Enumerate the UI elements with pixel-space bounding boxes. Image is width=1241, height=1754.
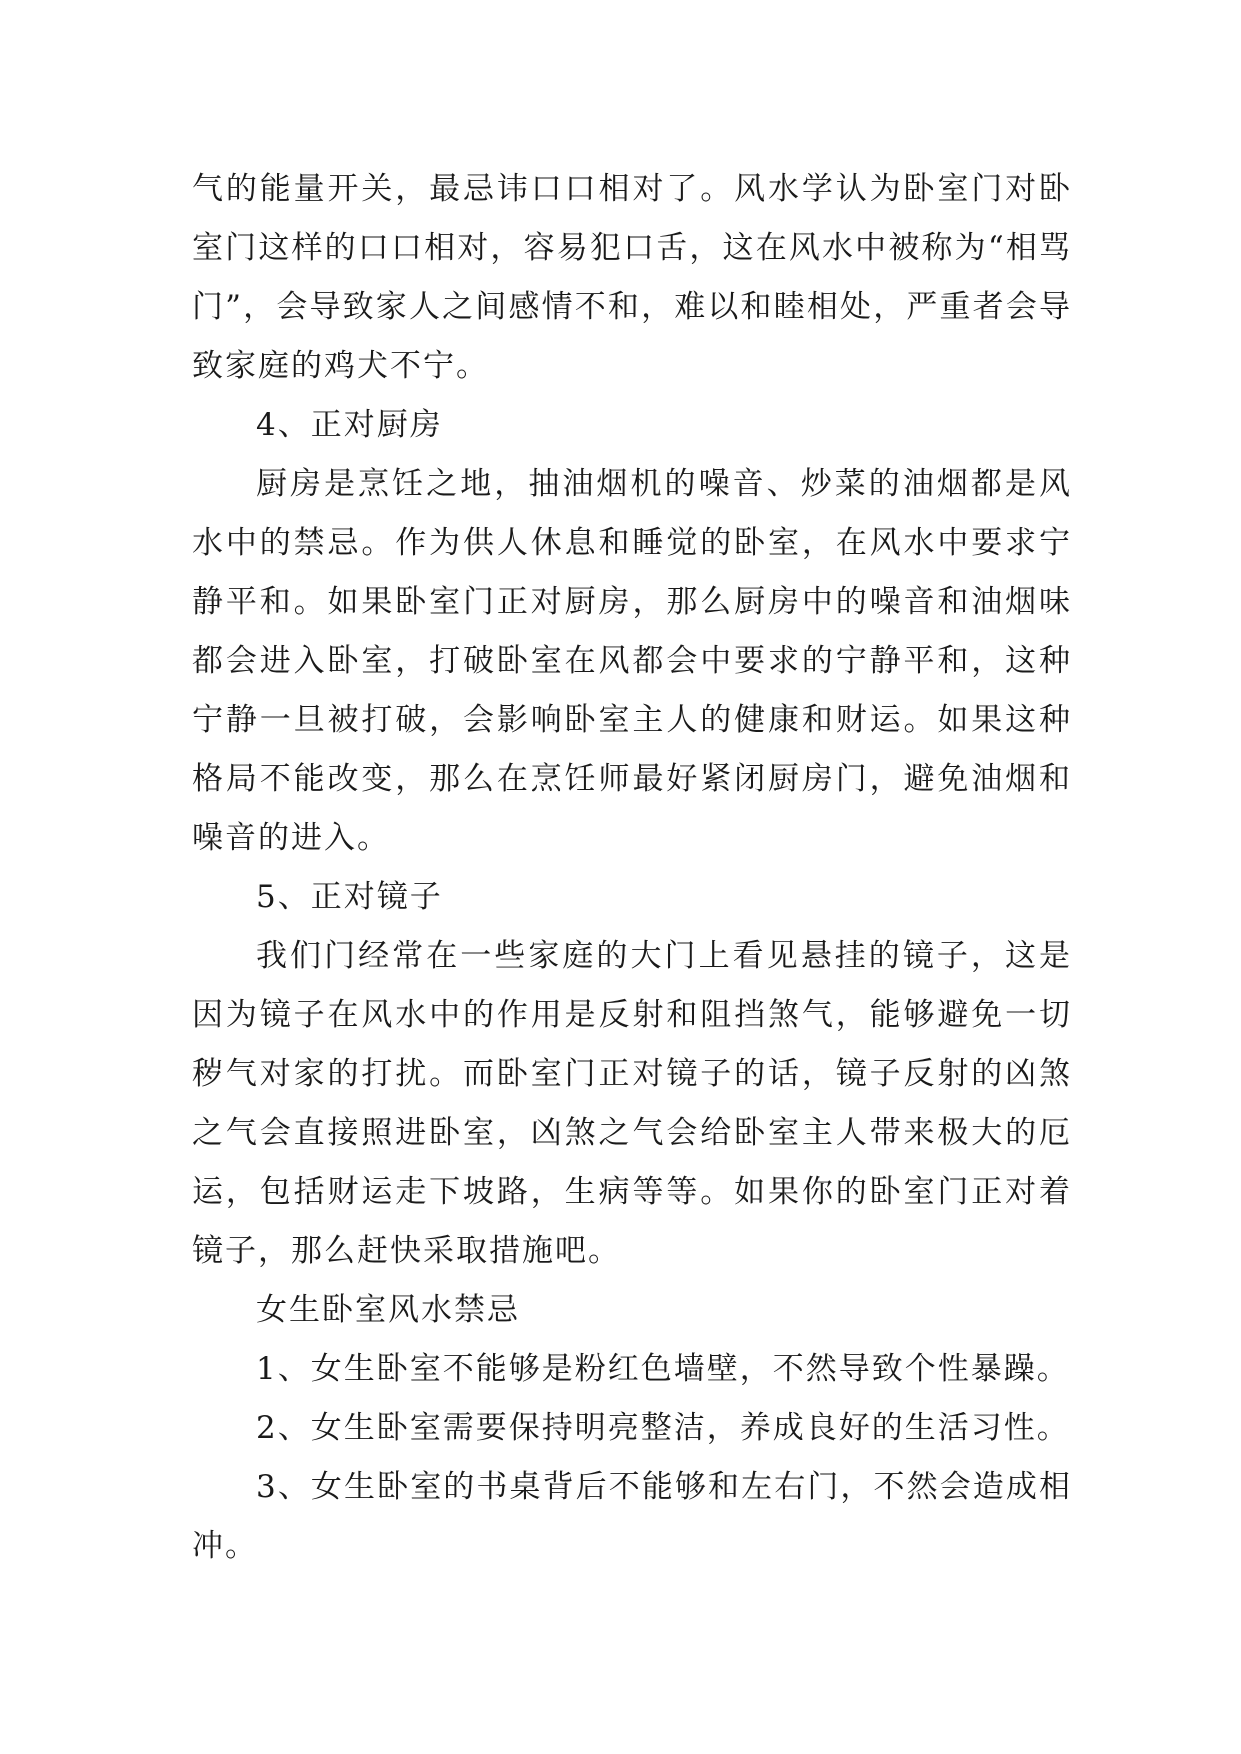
list-item-1: 1、女生卧室不能够是粉红色墙壁，不然导致个性暴躁。 — [256, 1351, 1070, 1387]
list-item-3: 3、女生卧室的书桌背后不能够和左右门，不然会造成相冲。 — [192, 1469, 1072, 1564]
paragraph-continued: 气的能量开关，最忌讳口口相对了。风水学认为卧室门对卧室门这样的口口相对，容易犯口舌，这在风水中被称为“相骂门”，会导致家人之间感情不和，难以和睦相处，严重者会导致家庭的鸡犬不宁。 — [192, 171, 1072, 384]
document-body — [192, 160, 1072, 1576]
list-item-2: 2、女生卧室需要保持明亮整洁，养成良好的生活习性。 — [256, 1410, 1070, 1446]
section-heading-mirror: 5、正对镜子 — [256, 879, 443, 915]
section-heading-kitchen: 4、正对厨房 — [256, 407, 443, 443]
paragraph-kitchen: 厨房是烹饪之地，抽油烟机的噪音、炒菜的油烟都是风水中的禁忌。作为供人休息和睡觉的卧室，在风水中要求宁静平和。如果卧室门正对厨房，那么厨房中的噪音和油烟味都会进入卧室，打破卧室在风都会中要求的宁静平和，这种宁静一旦被打破，会影响卧室主人的健康和财运。如果这种格局不能改变，那么在烹饪师最好紧闭厨房门，避免油烟和噪音的进入。 — [192, 466, 1072, 856]
section-heading-girls-bedroom: 女生卧室风水禁忌 — [256, 1292, 520, 1328]
paragraph-mirror: 我们门经常在一些家庭的大门上看见悬挂的镜子，这是因为镜子在风水中的作用是反射和阻挡煞气，能够避免一切秽气对家的打扰。而卧室门正对镜子的话，镜子反射的凶煞之气会直接照进卧室，凶煞之气会给卧室主人带来极大的厄运，包括财运走下坡路，生病等等。如果你的卧室门正对着镜子，那么赶快采取措施吧。 — [192, 938, 1072, 1269]
